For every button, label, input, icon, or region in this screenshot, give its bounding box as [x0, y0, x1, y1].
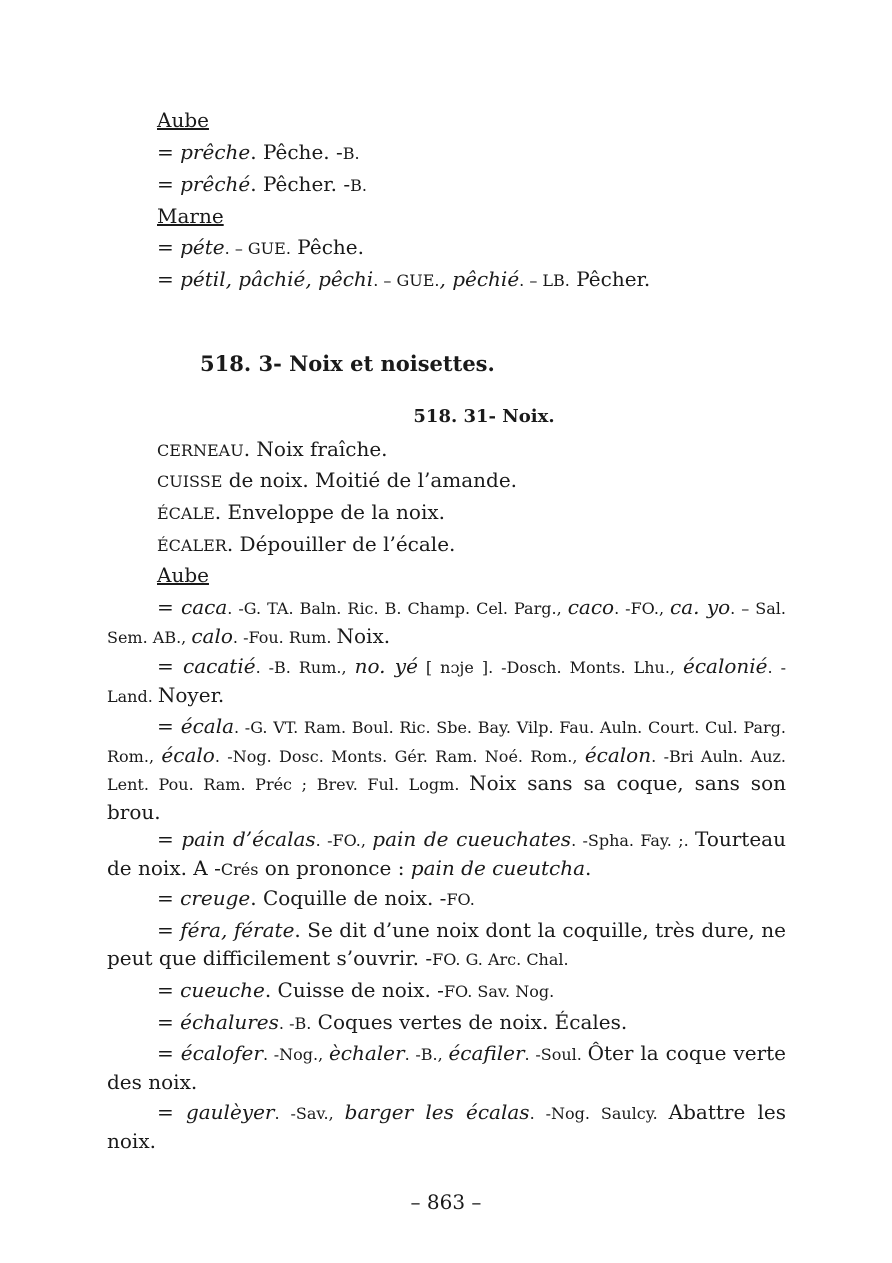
entry-paragraph: = féra, férate. Se dit d’une noix dont la coquille, très dure, ne peut que difficilement s’ouvrir. -FO. G. Arc. Chal.	[107, 918, 786, 970]
dialect-term: prêché	[180, 172, 251, 196]
definition-line: CUISSE de noix. Moitié de l’amande.	[157, 468, 518, 492]
entry-line: = prêche. Pêche. -B.	[157, 140, 360, 164]
entry-paragraph: = échalures. -B. Coques vertes de noix. Écales.	[157, 1010, 628, 1034]
subsection-heading: 518. 31- Noix.	[413, 406, 555, 427]
definition-line: ÉCALE. Enveloppe de la noix.	[157, 500, 445, 524]
entry-paragraph: = écala. -G. VT. Ram. Boul. Ric. Sbe. Bay. Vilp. Fau. Auln. Court. Cul. Parg. Rom., écalo. -Nog. Dosc. Monts. Gér. Ram. Noé. Rom., écalon. -Bri Auln. Auz. Lent. Pou. Ram. Préc ; Brev. Ful. Logm. Noix sans sa coque, sans son brou.	[107, 714, 787, 824]
definition-line: ÉCALER. Dépouiller de l’écale.	[157, 532, 456, 556]
entry-line: = pétil, pâchié, pêchi. – GUE., pêchié. – LB. Pêcher.	[157, 267, 651, 291]
entry-paragraph: = cueuche. Cuisse de noix. -FO. Sav. Nog.	[157, 978, 555, 1002]
page-number: – 863 –	[410, 1190, 482, 1214]
region-title-aube: Aube	[157, 563, 209, 587]
region-title-aube: Aube	[157, 108, 209, 132]
entry-paragraph: = caca. -G. TA. Baln. Ric. B. Champ. Cel. Parg., caco. -FO., ca. yo. – Sal. Sem. AB., calo. -Fou. Rum. Noix.	[107, 595, 786, 648]
section-heading: 518. 3- Noix et noisettes.	[200, 351, 495, 376]
entry-paragraph: = cacatié. -B. Rum., no. yé [ nɔje ]. -Dosch. Monts. Lhu., écalonié. -Land. Noyer.	[107, 654, 786, 707]
entry-paragraph: = écalofer. -Nog., èchaler. -B., écafiler. -Soul. Ôter la coque verte des noix.	[107, 1041, 787, 1094]
entry-line: = péte. – GUE. Pêche.	[157, 235, 364, 259]
entry-paragraph: = creuge. Coquille de noix. -FO.	[157, 886, 475, 910]
definition-line: CERNEAU. Noix fraîche.	[157, 437, 388, 461]
dialect-term: prêche	[180, 140, 251, 164]
entry-paragraph: = gaulèyer. -Sav., barger les écalas. -Nog. Saulcy. Abattre les noix.	[107, 1100, 786, 1153]
entry-line: = prêché. Pêcher. -B.	[157, 172, 367, 196]
entry-paragraph: = pain d’écalas. -FO., pain de cueuchates. -Spha. Fay. ;. Tourteau de noix. A -Crés on prononce : pain de cueutcha.	[107, 827, 786, 880]
dialect-term: péte	[180, 235, 225, 259]
dialect-term: pétil, pâchié, pêchi	[180, 267, 374, 291]
region-title-marne: Marne	[157, 204, 224, 228]
